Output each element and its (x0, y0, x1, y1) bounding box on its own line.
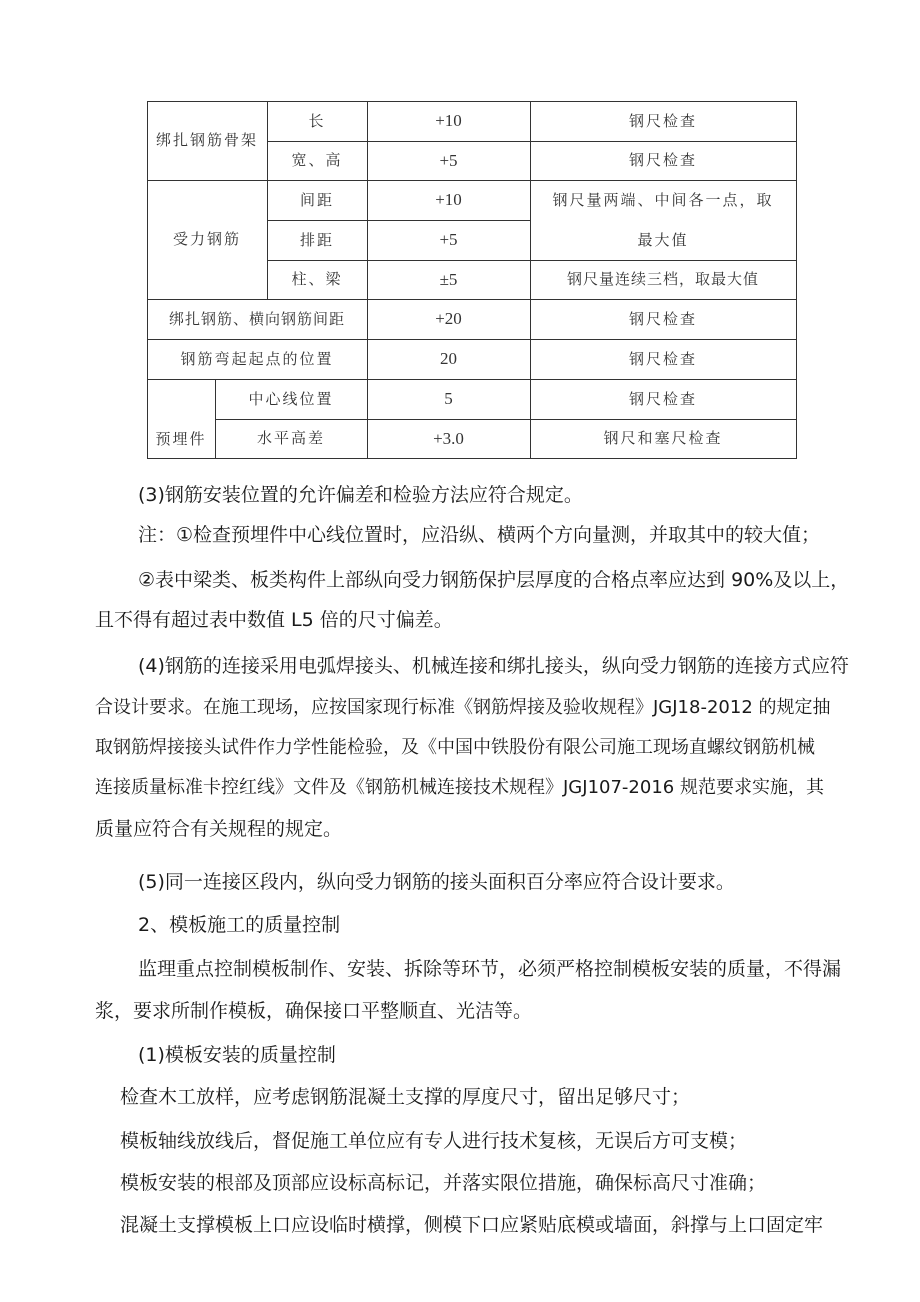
table-item-label: 柱、梁 (291, 270, 343, 289)
table-value: +10 (435, 190, 462, 210)
paragraph: (5)同一连接区段内，纵向受力钢筋的接头面积百分率应符合设计要求。 (138, 871, 735, 893)
section-heading: 2、模板施工的质量控制 (138, 914, 341, 936)
paragraph: (4)钢筋的连接采用电弧焊接头、机械连接和绑扎接头，纵向受力钢筋的连接方式应符 (138, 655, 849, 677)
paragraph: 质量应符合有关规程的规定。 (95, 818, 343, 840)
paragraph: 模板轴线放线后，督促施工单位应有专人进行技术复核，无误后方可支模； (120, 1130, 748, 1152)
paragraph: 合设计要求。在施工现场，应按国家现行标准《钢筋焊接及验收规程》JGJ18-2012 的规定抽 (95, 697, 831, 718)
paragraph: 混凝土支撑模板上口应设临时横撑，侧模下口应紧贴底模或墙面，斜撑与上口固定牢 (120, 1214, 824, 1236)
table-item-label: 中心线位置 (248, 389, 334, 408)
table-group-label: 绑扎钢筋骨架 (155, 131, 258, 150)
table-item-label: 宽、高 (291, 151, 343, 170)
table-group-label: 预埋件 (155, 429, 207, 448)
table-value: +3.0 (433, 428, 464, 448)
note-paragraph: 且不得有超过表中数值 L5 倍的尺寸偏差。 (95, 609, 453, 631)
table-method: 钢尺检查 (628, 389, 697, 408)
table-method: 钢尺检查 (628, 151, 697, 170)
table-method: 钢尺检查 (628, 349, 697, 368)
paragraph: 连接质量标准卡控红线》文件及《钢筋机械连接技术规程》JGJ107-2016 规范要求实施，其 (95, 777, 824, 798)
table-method-line: 最大值 (637, 231, 689, 249)
table-value: 5 (444, 389, 453, 409)
table-group-label: 钢筋弯起起点的位置 (180, 349, 334, 368)
table-item-label: 长 (308, 111, 326, 130)
paragraph: (3)钢筋安装位置的允许偏差和检验方法应符合规定。 (138, 484, 583, 506)
table-value: +10 (435, 111, 462, 131)
table-method: 钢尺量连续三档，取最大值 (566, 270, 759, 289)
table-method: 钢尺和塞尺检查 (603, 429, 723, 448)
note-paragraph: 注：①检查预埋件中心线位置时，应沿纵、横两个方向量测，并取其中的较大值； (138, 524, 821, 546)
table-item-label: 水平高差 (256, 429, 325, 448)
tolerance-table (147, 101, 797, 459)
table-value: +20 (435, 309, 462, 329)
table-method (530, 180, 796, 260)
table-method: 钢尺检查 (628, 309, 697, 328)
table-value: ±5 (439, 269, 458, 289)
table-method-line: 钢尺量两端、中间各一点，取 (552, 191, 774, 209)
paragraph: 模板安装的根部及顶部应设标高标记，并落实限位措施，确保标高尺寸准确； (120, 1172, 767, 1194)
table-value: 20 (440, 349, 457, 369)
table-group-label: 受力钢筋 (172, 230, 241, 249)
table-item-label: 间距 (299, 190, 334, 209)
table-value: +5 (439, 230, 458, 250)
paragraph: 浆，要求所制作模板，确保接口平整顺直、光洁等。 (95, 1000, 533, 1022)
note-paragraph: ②表中梁类、板类构件上部纵向受力钢筋保护层厚度的合格点率应达到 90%及以上， (138, 569, 850, 591)
table-value: +5 (439, 150, 458, 170)
table-item-label: 排距 (299, 230, 334, 249)
paragraph: 取钢筋焊接接头试件作力学性能检验，及《中国中铁股份有限公司施工现场直螺纹钢筋机械 (95, 737, 815, 758)
subsection-heading: (1)模板安装的质量控制 (138, 1044, 336, 1066)
table-group-label: 绑扎钢筋、横向钢筋间距 (168, 309, 345, 328)
paragraph: 检查木工放样，应考虑钢筋混凝土支撑的厚度尺寸，留出足够尺寸； (120, 1086, 691, 1108)
table-method: 钢尺检查 (628, 111, 697, 130)
paragraph: 监理重点控制模板制作、安装、拆除等环节，必须严格控制模板安装的质量，不得漏 (138, 958, 842, 980)
